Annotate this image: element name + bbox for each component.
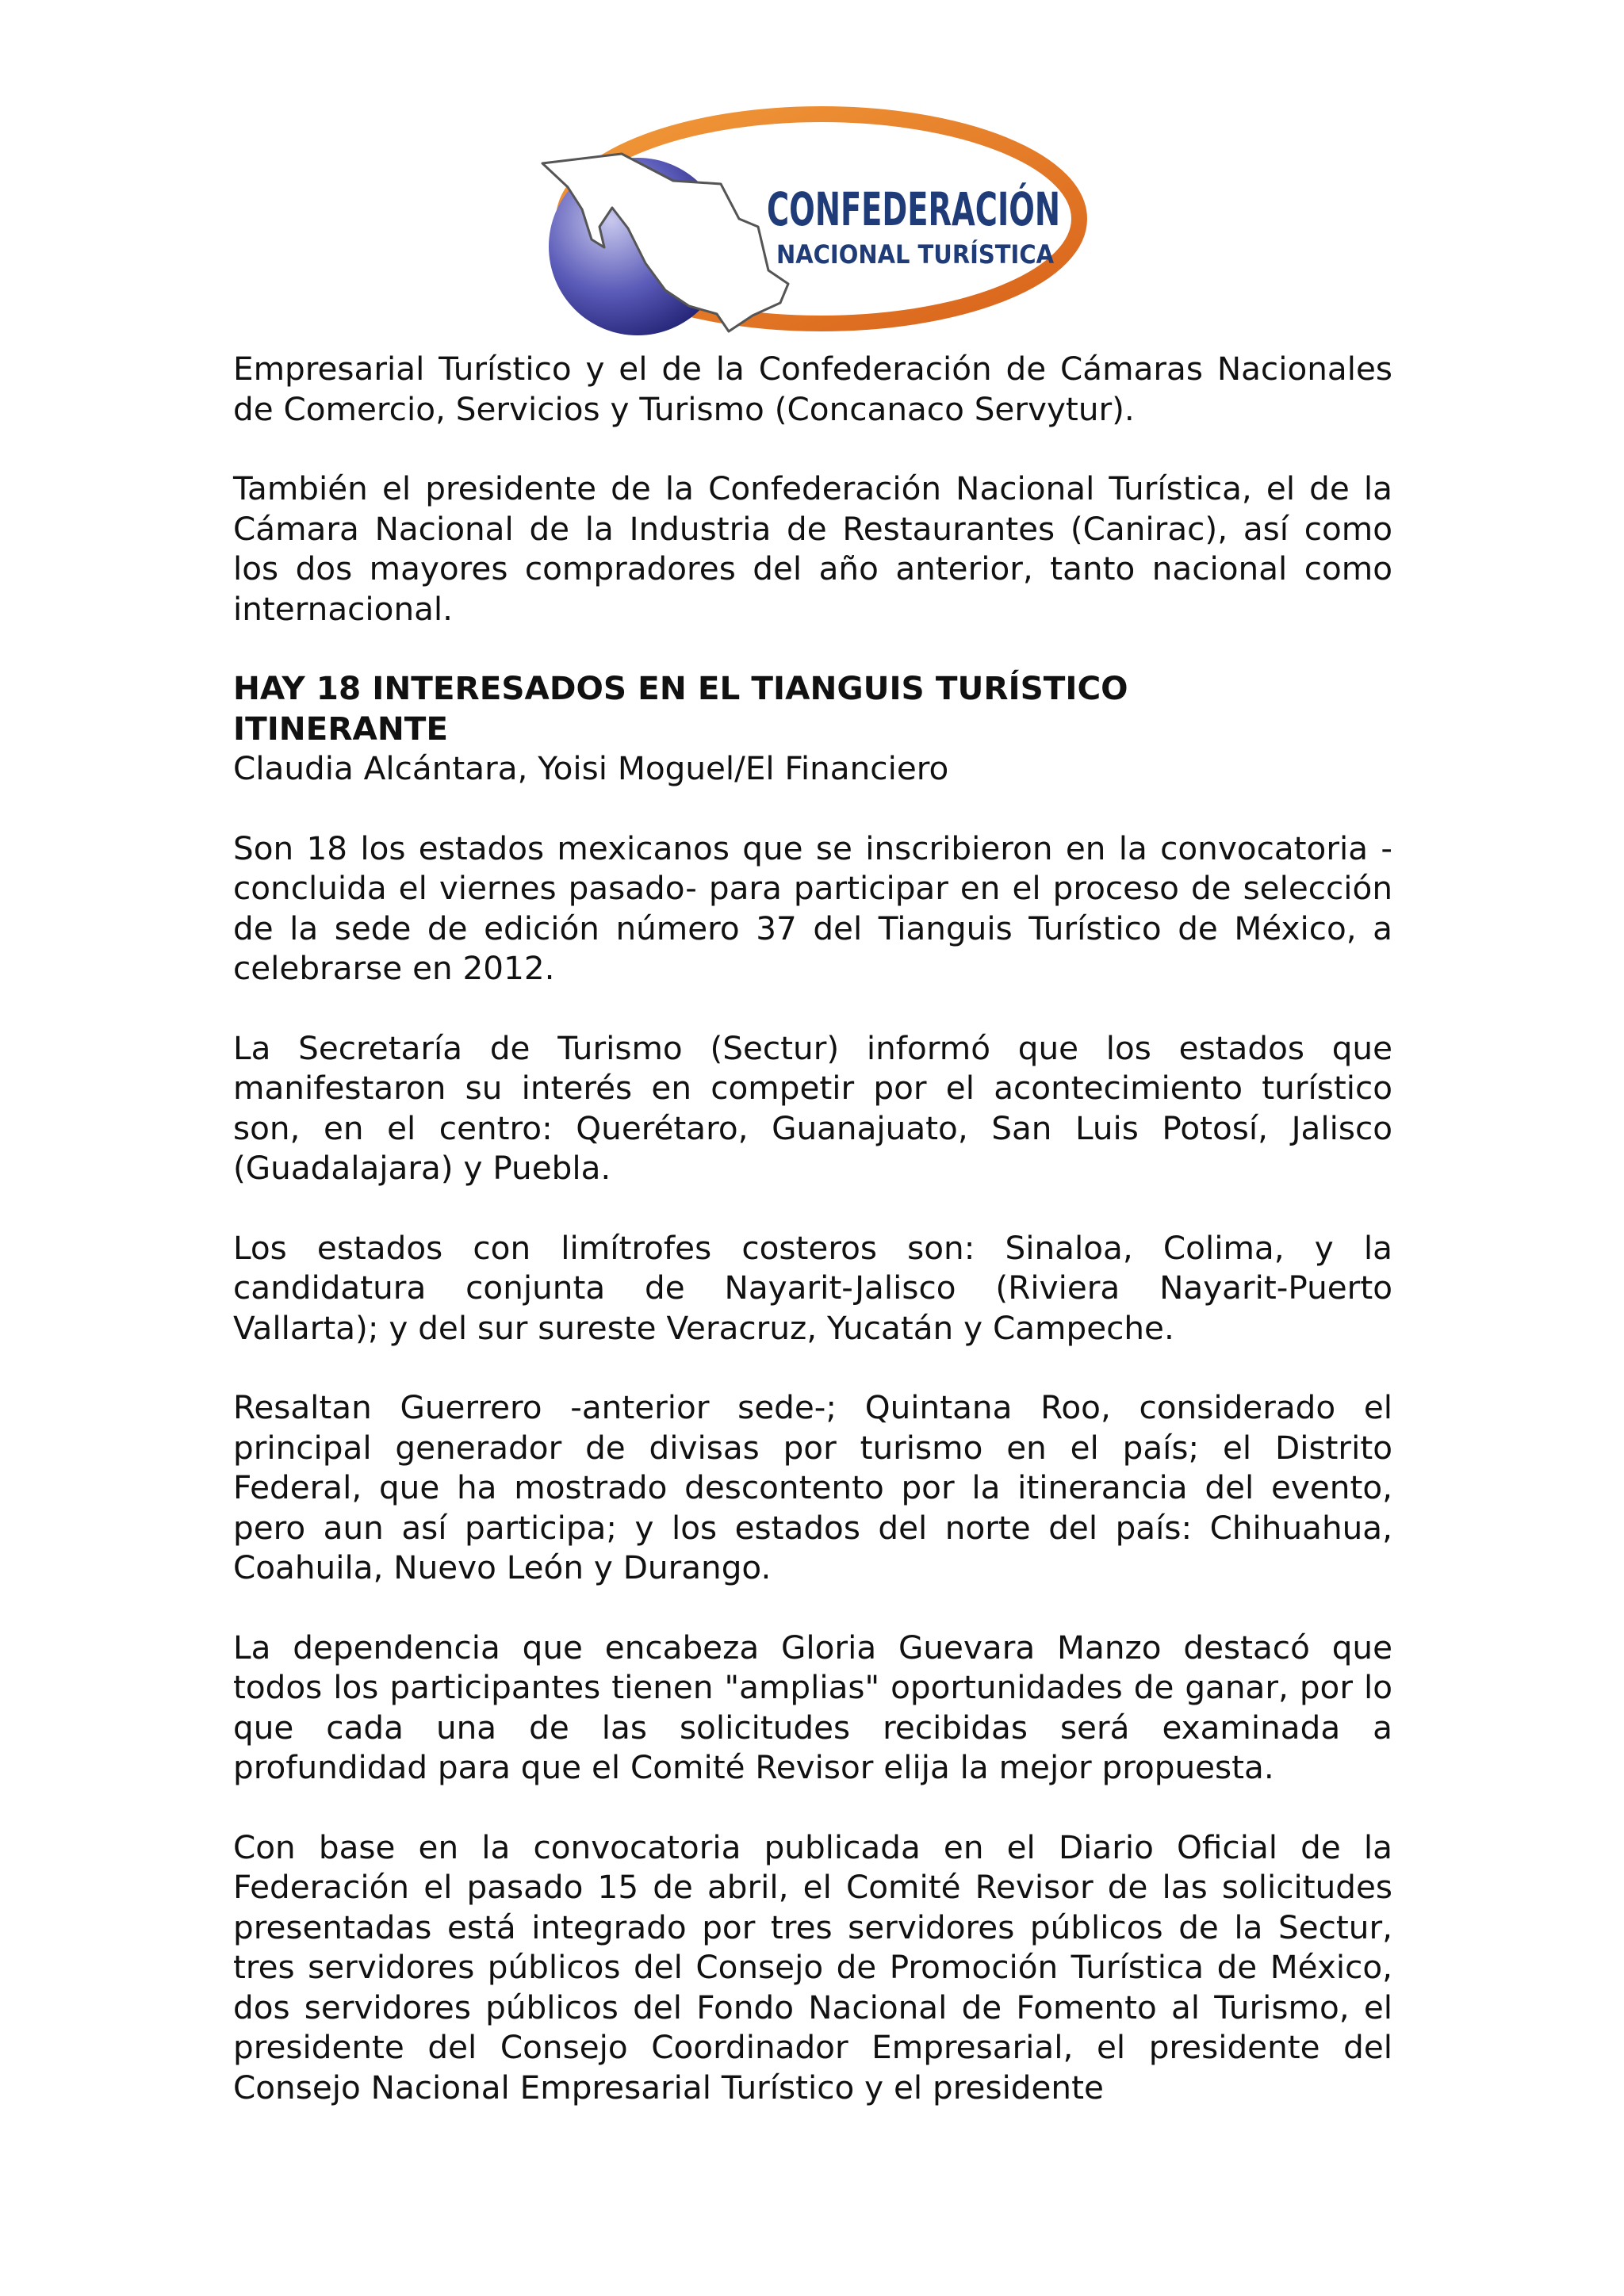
paragraph: Empresarial Turístico y el de la Confederación de Cámaras Nacionales de Comercio, Servicios y Turismo (Concanaco Servytur).	[233, 350, 1392, 428]
paragraph: La Secretaría de Turismo (Sectur) informó que los estados que manifestaron su interés en competir por el acontecimiento turístico son, en el centro: Querétaro, Guanajuato, San Luis Potosí, Jalisco (Guadalajara) y Puebla.	[233, 1028, 1392, 1187]
paragraph: La dependencia que encabeza Gloria Guevara Manzo destacó que todos los participantes tienen "amplias" oportunidades de ganar, por lo que cada una de las solicitudes recibidas será examinada a profundidad para que el Comité Revisor elija la mejor propuesta.	[233, 1628, 1392, 1786]
logo-line1: CONFEDERACIÓN	[767, 182, 1210, 236]
article-byline: Claudia Alcántara, Yoisi Moguel/El Financiero	[233, 749, 949, 787]
paragraph: Son 18 los estados mexicanos que se inscribieron en la convocatoria -concluida el viernes pasado- para participar en el proceso de selección de la sede de edición número 37 del Tianguis Turístico de México, a celebrarse en 2012.	[233, 828, 1392, 987]
paragraph: Los estados con limítrofes costeros son: Sinaloa, Colima, y la candidatura conjunta de Nayarit-Jalisco (Riviera Nayarit-Puerto Vallarta); y del sur sureste Veracruz, Yucatán y Campeche.	[233, 1228, 1392, 1347]
logo-graphic	[527, 108, 1210, 346]
paragraph: Con base en la convocatoria publicada en el Diario Oficial de la Federación el pasado 15 de abril, el Comité Revisor de las solicitudes presentadas está integrado por tres servidores públicos de la Sectur, tres servidores públicos del Consejo de Promoción Turística de México, dos servidores públicos del Fondo Nacional de Fomento al Turismo, el presidente del Consejo Coordinador Empresarial, el presidente del Consejo Nacional Empresarial Turístico y el presidente	[233, 1827, 1392, 2107]
document-body	[233, 349, 1392, 2107]
confederacion-logo	[527, 108, 1210, 346]
logo-line2: NACIONAL TURÍSTICA	[776, 239, 1055, 270]
article-headline: HAY 18 INTERESADOS EN EL TIANGUIS TURÍSTICO ITINERANTE	[233, 669, 1128, 748]
paragraph: También el presidente de la Confederación Nacional Turística, el de la Cámara Nacional de la Industria de Restaurantes (Canirac), así como los dos mayores compradores del año anterior, tanto nacional como internacional.	[233, 469, 1392, 628]
paragraph: Resaltan Guerrero -anterior sede-; Quintana Roo, considerado el principal generador de divisas por turismo en el país; el Distrito Federal, que ha mostrado descontento por la itinerancia del evento, pero aun así participa; y los estados del norte del país: Chihuahua, Coahuila, Nuevo León y Durango.	[233, 1388, 1392, 1586]
